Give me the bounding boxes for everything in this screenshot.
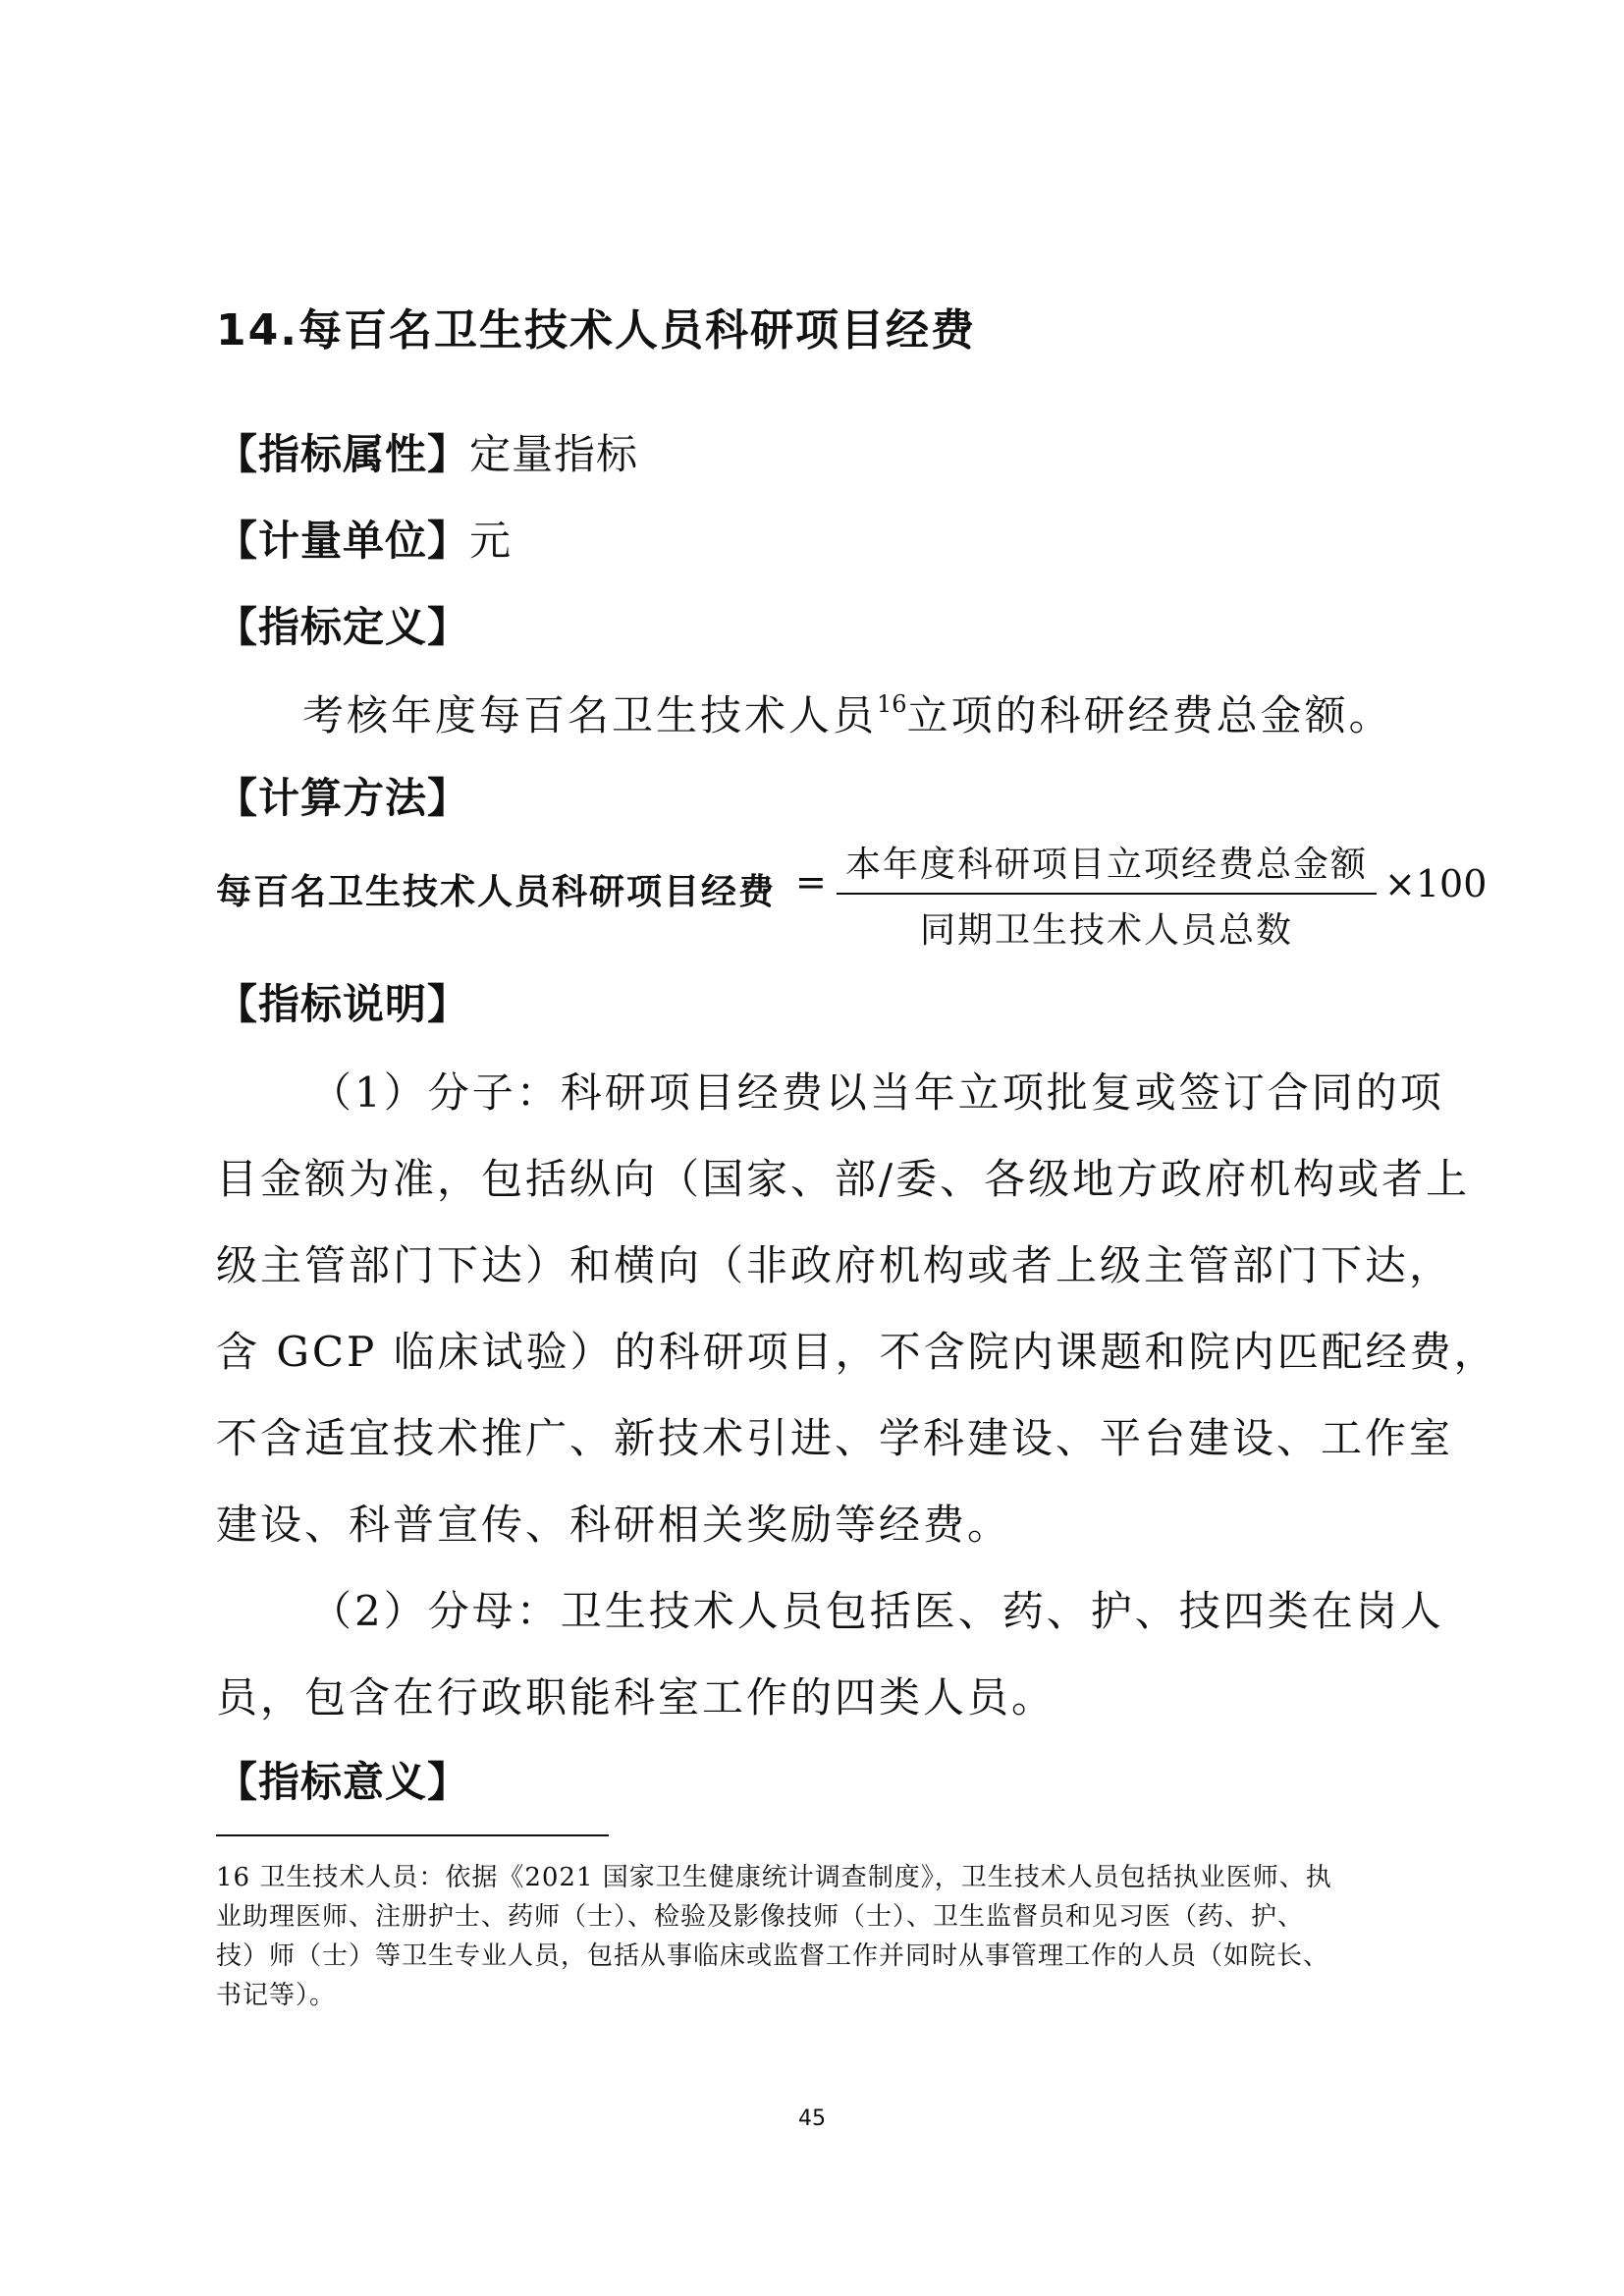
unit-label: 【计量单位】 [216,517,470,565]
page-number: 45 [798,2106,826,2131]
explanation-line: （1）分子：科研项目经费以当年立项批复或签订合同的项 [310,1068,1444,1117]
footnote-line: 业助理医师、注册护士、药师（士）、检验及影像技师（士）、卫生监督员和见习医（药、护、 [216,1902,1305,1932]
explanation-label: 【指标说明】 [216,980,470,1028]
footnote-line: 技）师（士）等卫生专业人员，包括从事临床或监督工作并同时从事管理工作的人员（如院长、 [216,1941,1330,1971]
footnote-divider [216,1834,609,1836]
unit-row [216,509,512,568]
explanation-line: 级主管部门下达）和横向（非政府机构或者上级主管部门下达， [216,1241,1454,1289]
explanation-line: 不含适宜技术推广、新技术引进、学科建设、平台建设、工作室 [216,1414,1454,1462]
explanation-line: 目金额为准，包括纵向（国家、部/委、各级地方政府机构或者上 [216,1155,1471,1203]
footnote-line: 16 卫生技术人员：依据《2021 国家卫生健康统计调查制度》，卫生技术人员包括执业医师、执 [216,1863,1332,1892]
significance-label: 【指标意义】 [216,1758,470,1806]
method-heading [216,766,469,825]
explanation-line: 员，包含在行政职能科室工作的四类人员。 [216,1673,1056,1722]
definition-text [302,683,1393,742]
indicator-property-row [216,422,638,481]
definition-text-after: 立项的科研经费总金额。 [906,691,1393,739]
definition-heading [216,595,469,654]
method-label: 【计算方法】 [216,774,470,822]
explanation-line: （2）分母：卫生技术人员包括医、药、护、技四类在岗人 [310,1587,1444,1635]
unit-value: 元 [469,517,513,565]
formula-equals: = [795,860,827,903]
definition-text-before: 考核年度每百名卫生技术人员 [302,691,878,739]
formula-denominator: 同期卫生技术人员总数 [919,910,1293,951]
formula-left-side: 每百名卫生技术人员科研项目经费 [216,872,777,912]
explanation-line: 建设、科普宣传、科研相关奖励等经费。 [216,1501,1012,1549]
footnote-line: 书记等）。 [216,1981,337,2010]
explanation-heading [216,972,469,1031]
definition-label: 【指标定义】 [216,603,470,651]
section-title: 14.每百名卫生技术人员科研项目经费 [216,305,976,355]
explanation-line: 含 GCP 临床试验）的科研项目，不含院内课题和院内匹配经费， [216,1328,1498,1376]
formula-multiplier: ×100 [1384,862,1488,905]
indicator-property-label: 【指标属性】 [216,430,470,478]
significance-heading [216,1750,469,1809]
formula-numerator: 本年度科研项目立项经费总金额 [844,845,1368,885]
fraction-bar [837,893,1377,895]
formula-fraction [837,837,1377,953]
footnote [216,1858,1434,2015]
indicator-property-value: 定量指标 [469,430,639,478]
footnote-ref: 16 [877,690,907,718]
